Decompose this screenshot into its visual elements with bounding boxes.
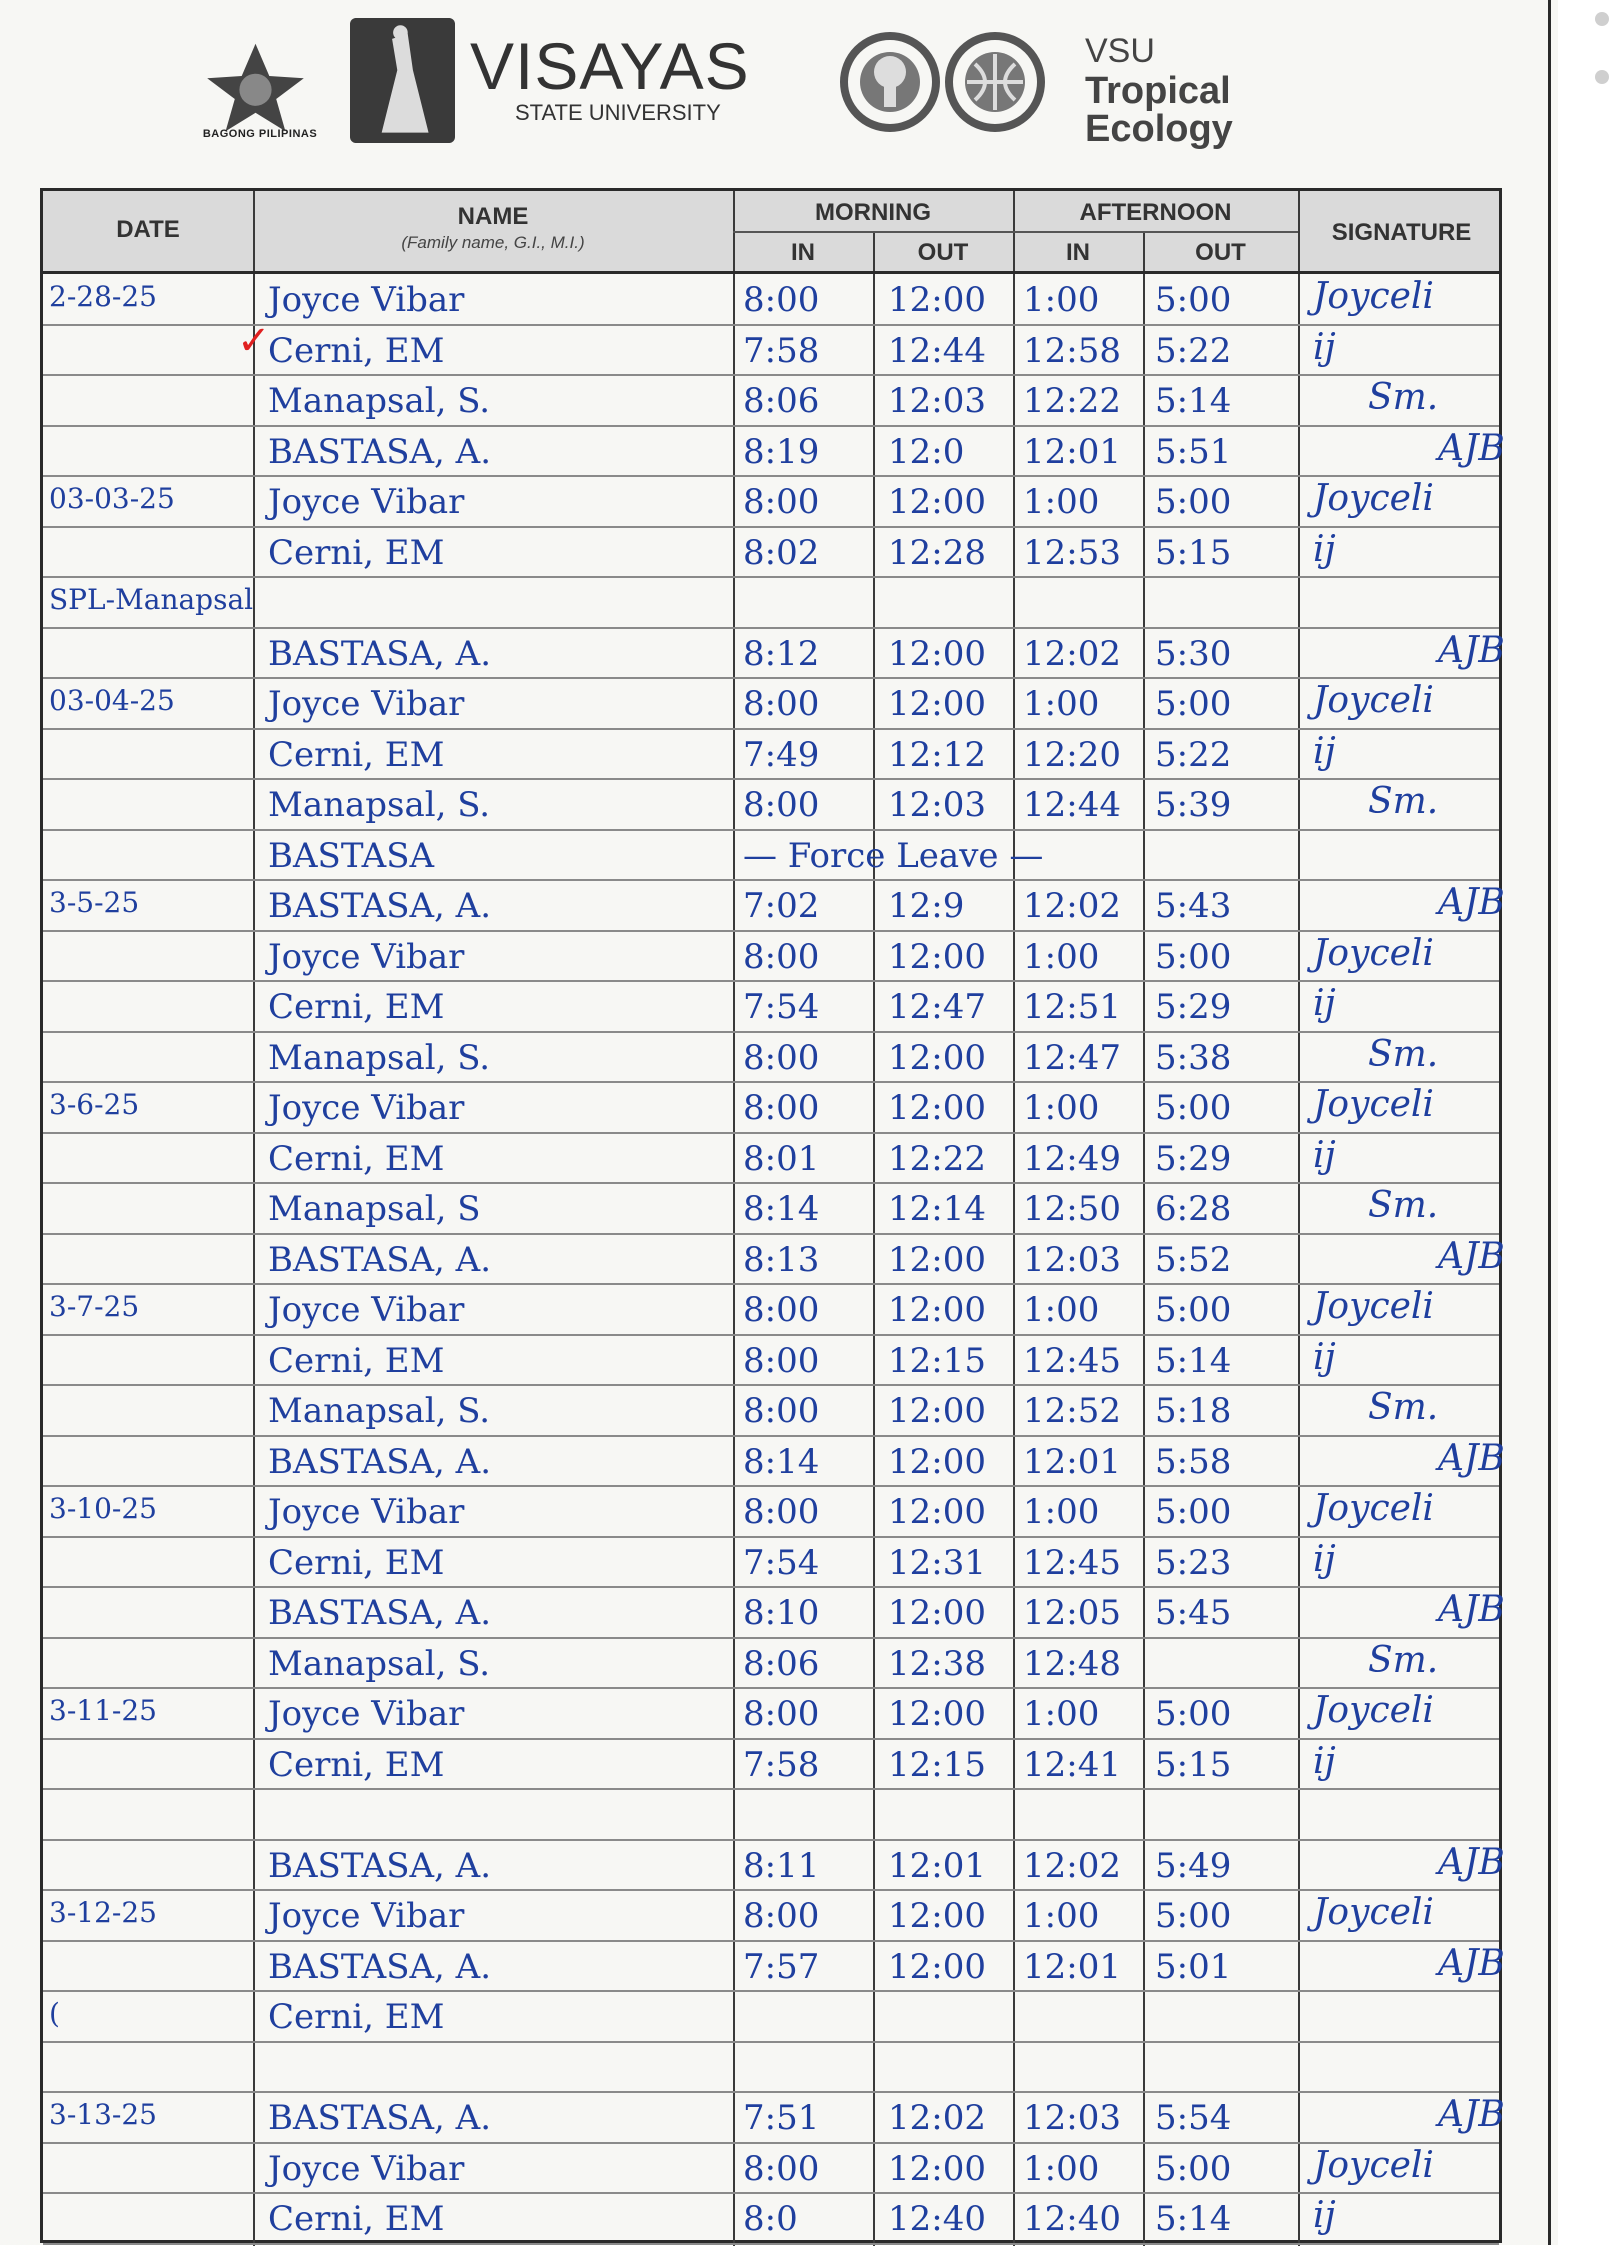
pm-out-cell: 5:01	[1155, 1946, 1232, 1987]
column-am-in: IN	[791, 239, 815, 266]
pm-out-cell: 5:00	[1155, 1492, 1232, 1532]
row-rule	[43, 1031, 1499, 1033]
pm-out-cell: 5:14	[1155, 1340, 1232, 1381]
row-rule	[43, 576, 1499, 578]
signature-mark: ij	[1313, 326, 1336, 368]
row-rule	[43, 1233, 1499, 1235]
row-rule	[43, 1637, 1499, 1639]
column-divider	[873, 231, 875, 2246]
name-cell: Manapsal, S.	[268, 1037, 491, 1078]
name-cell: Joyce Vibar	[268, 1694, 465, 1734]
pm-in-cell: 1:00	[1023, 2148, 1100, 2189]
row-rule	[43, 980, 1499, 982]
row-rule	[43, 879, 1499, 881]
pm-in-cell: 12:02	[1023, 1845, 1121, 1886]
date-cell: 2-28-25	[49, 280, 157, 313]
pm-in-cell: 12:48	[1023, 1643, 1121, 1684]
pm-in-cell: 12:05	[1023, 1593, 1121, 1633]
column-name: NAME	[457, 203, 529, 230]
am-out-cell: 12:00	[888, 1088, 986, 1128]
pm-out-cell: 5:00	[1155, 1896, 1232, 1936]
am-in-cell: 8:00	[743, 1896, 820, 1936]
row-rule	[43, 374, 1499, 376]
row-rule	[43, 1738, 1499, 1740]
column-morning: MORNING	[815, 199, 931, 226]
pm-in-cell: 12:22	[1023, 381, 1121, 421]
signature-mark: ij	[1313, 1336, 1336, 1378]
am-in-cell: 8:01	[743, 1138, 820, 1179]
column-pm-out: OUT	[1195, 239, 1246, 266]
row-rule	[43, 1132, 1499, 1134]
name-cell: Joyce Vibar	[268, 1896, 465, 1936]
signature-mark: Joyceli	[1313, 1488, 1434, 1529]
pm-in-cell: 1:00	[1023, 1088, 1100, 1128]
pm-out-cell: 5:51	[1155, 431, 1232, 472]
pm-in-cell: 1:00	[1023, 1694, 1100, 1734]
column-divider	[733, 191, 735, 2246]
page-margin	[1558, 0, 1615, 2245]
am-out-cell: 12:00	[888, 1694, 986, 1734]
am-in-cell: 8:00	[743, 1290, 820, 1330]
name-cell: Joyce Vibar	[268, 1290, 465, 1330]
row-rule	[43, 829, 1499, 831]
am-out-cell: 12:22	[888, 1138, 986, 1179]
name-cell: Manapsal, S.	[268, 381, 491, 421]
signature-mark: ij	[1313, 1740, 1336, 1782]
pm-out-cell: 5:29	[1155, 987, 1232, 1027]
name-cell: Cerni, EM	[268, 1997, 445, 2037]
am-out-cell: 12:40	[888, 2199, 986, 2239]
date-cell: 03-03-25	[49, 482, 175, 515]
pm-in-cell: 12:20	[1023, 734, 1121, 775]
am-in-cell: 8:00	[743, 1391, 820, 1431]
dept-name-line2: Tropical	[1085, 70, 1231, 112]
pm-out-cell: 5:00	[1155, 482, 1232, 522]
am-in-cell: 8:00	[743, 684, 820, 724]
am-in-cell: 8:00	[743, 482, 820, 522]
pm-out-cell: 5:00	[1155, 1694, 1232, 1734]
am-in-cell: 8:06	[743, 1643, 820, 1684]
pm-in-cell: 1:00	[1023, 1492, 1100, 1532]
date-cell: 3-5-25	[49, 886, 140, 919]
am-in-cell: 8:11	[743, 1845, 820, 1886]
signature-mark: ij	[1313, 528, 1336, 570]
am-in-cell: 8:12	[743, 633, 820, 674]
date-cell: 3-10-25	[49, 1492, 157, 1525]
pm-out-cell: 5:00	[1155, 1290, 1232, 1330]
pm-out-cell: 5:38	[1155, 1037, 1232, 1078]
signature-mark: AJB	[1438, 1589, 1505, 1630]
am-out-cell: 12:00	[888, 1037, 986, 1078]
am-in-cell: 8:00	[743, 1340, 820, 1381]
letterhead	[190, 10, 1290, 160]
signature-mark: ij	[1313, 983, 1336, 1024]
pm-out-cell: 5:15	[1155, 532, 1232, 573]
name-cell: Manapsal, S	[268, 1189, 481, 1229]
am-in-cell: 8:14	[743, 1189, 820, 1229]
date-cell: 3-11-25	[49, 1694, 157, 1727]
pm-out-cell: 5:00	[1155, 1088, 1232, 1128]
column-divider	[1143, 231, 1145, 2246]
pm-out-cell: 5:43	[1155, 886, 1232, 926]
am-out-cell: 12:00	[888, 280, 986, 320]
pm-in-cell: 1:00	[1023, 1896, 1100, 1936]
am-out-cell: 12:12	[888, 734, 986, 775]
am-in-cell: 8:13	[743, 1239, 820, 1280]
am-out-cell: 12:00	[888, 1492, 986, 1532]
row-rule	[43, 475, 1499, 477]
row-rule	[43, 2091, 1499, 2093]
signature-mark: Sm.	[1368, 1185, 1439, 1226]
pm-in-cell: 12:02	[1023, 633, 1121, 674]
column-pm-in: IN	[1066, 239, 1090, 266]
attendance-table	[40, 188, 1505, 2243]
header-divider	[43, 271, 1499, 274]
university-subtitle: STATE UNIVERSITY	[515, 100, 721, 125]
seal-caption: BAGONG PILIPINAS	[202, 128, 318, 140]
row-rule	[43, 1485, 1499, 1487]
date-cell: 3-7-25	[49, 1290, 140, 1323]
pm-out-cell: 5:45	[1155, 1593, 1232, 1633]
am-in-cell: 8:00	[743, 1694, 820, 1734]
pm-in-cell: 12:47	[1023, 1037, 1121, 1078]
name-cell: BASTASA, A.	[268, 1441, 492, 1482]
name-cell: Cerni, EM	[268, 1542, 445, 1583]
am-out-cell: 12:28	[888, 532, 986, 573]
pm-in-cell: 12:41	[1023, 1744, 1121, 1785]
am-out-cell: 12:31	[888, 1542, 986, 1583]
row-rule	[43, 677, 1499, 679]
signature-mark: AJB	[1438, 1942, 1505, 1984]
pm-in-cell: 1:00	[1023, 482, 1100, 522]
row-rule	[43, 1384, 1499, 1386]
column-signature: SIGNATURE	[1331, 219, 1472, 246]
row-rule	[43, 778, 1499, 780]
pm-out-cell: 5:00	[1155, 2148, 1232, 2189]
pm-in-cell: 12:52	[1023, 1391, 1121, 1431]
column-divider	[1013, 191, 1015, 2246]
column-date: DATE	[116, 216, 180, 243]
date-cell: 3-6-25	[49, 1088, 140, 1121]
am-out-cell: 12:38	[888, 1643, 986, 1684]
row-rule	[43, 930, 1499, 932]
name-cell: Cerni, EM	[268, 1744, 445, 1785]
row-rule	[43, 526, 1499, 528]
am-in-cell: — Force Leave —	[743, 835, 1044, 876]
am-in-cell: 8:00	[743, 1088, 820, 1128]
pm-out-cell: 5:15	[1155, 1744, 1232, 1785]
name-cell: BASTASA	[268, 835, 435, 876]
am-in-cell: 8:10	[743, 1593, 820, 1633]
row-rule	[43, 1283, 1499, 1285]
am-in-cell: 7:02	[743, 886, 820, 926]
signature-mark: Joyceli	[1313, 1286, 1434, 1327]
name-cell: BASTASA, A.	[268, 633, 492, 674]
pm-out-cell: 5:22	[1155, 734, 1232, 775]
am-in-cell: 8:14	[743, 1441, 820, 1482]
row-rule	[43, 627, 1499, 629]
name-cell: Joyce Vibar	[268, 482, 465, 522]
name-cell: Cerni, EM	[268, 987, 445, 1027]
signature-mark: Joyceli	[1313, 680, 1434, 721]
date-cell: 3-13-25	[49, 2098, 157, 2131]
name-cell: Cerni, EM	[268, 532, 445, 573]
name-cell: BASTASA, A.	[268, 1239, 492, 1280]
dept-name-line3: Ecology	[1085, 108, 1233, 150]
column-am-out: OUT	[917, 239, 969, 266]
row-rule	[43, 1839, 1499, 1841]
am-out-cell: 12:03	[888, 381, 986, 421]
signature-mark: Joyceli	[1313, 2144, 1434, 2186]
pm-in-cell: 12:58	[1023, 330, 1121, 371]
name-cell: BASTASA, A.	[268, 886, 492, 926]
punch-hole	[1595, 12, 1609, 26]
am-out-cell: 12:00	[888, 1441, 986, 1482]
signature-mark: AJB	[1438, 882, 1505, 923]
am-out-cell: 12:00	[888, 633, 986, 674]
pm-out-cell: 5:49	[1155, 1845, 1232, 1886]
name-cell: BASTASA, A.	[268, 2098, 492, 2138]
pm-out-cell: 5:30	[1155, 633, 1232, 674]
pm-in-cell: 12:45	[1023, 1340, 1121, 1381]
tropical-ecology-emblem-icon	[840, 32, 940, 132]
am-in-cell: 7:54	[743, 1542, 820, 1583]
name-cell: Cerni, EM	[268, 330, 445, 371]
dept-name-line1: VSU	[1085, 32, 1155, 70]
am-in-cell: 7:54	[743, 987, 820, 1027]
am-out-cell: 12:15	[888, 1340, 986, 1381]
date-cell: SPL-Manapsal	[49, 583, 254, 616]
am-out-cell: 12:00	[888, 1593, 986, 1633]
column-divider	[253, 191, 255, 2246]
am-in-cell: 8:06	[743, 381, 820, 421]
pm-in-cell: 12:40	[1023, 2199, 1121, 2239]
name-cell: Cerni, EM	[268, 1340, 445, 1381]
pm-in-cell: 12:01	[1023, 431, 1121, 472]
pm-in-cell: 12:45	[1023, 1542, 1121, 1583]
signature-mark: Sm.	[1368, 1387, 1439, 1428]
pm-out-cell: 5:52	[1155, 1239, 1232, 1280]
tropical-ecology-globe-icon	[945, 32, 1045, 132]
am-out-cell: 12:44	[888, 330, 986, 371]
am-out-cell: 12:02	[888, 2098, 986, 2138]
am-out-cell: 12:47	[888, 987, 986, 1027]
am-in-cell: 7:58	[743, 330, 820, 371]
row-rule	[43, 1182, 1499, 1184]
signature-mark: Sm.	[1368, 1033, 1439, 1075]
date-cell: 03-04-25	[49, 684, 175, 717]
am-out-cell: 12:00	[888, 936, 986, 977]
pm-out-cell: 5:58	[1155, 1441, 1232, 1482]
signature-mark: ij	[1313, 2195, 1336, 2236]
pm-in-cell: 12:01	[1023, 1441, 1121, 1482]
row-rule	[43, 425, 1499, 427]
am-out-cell: 12:00	[888, 482, 986, 522]
name-cell: Joyce Vibar	[268, 684, 465, 724]
name-cell: Manapsal, S.	[268, 785, 491, 825]
pm-out-cell: 5:14	[1155, 2199, 1232, 2239]
row-rule	[43, 1687, 1499, 1689]
signature-mark: Joyceli	[1313, 1690, 1434, 1731]
pm-in-cell: 12:49	[1023, 1138, 1121, 1179]
signature-mark: Joyceli	[1313, 1084, 1434, 1125]
name-cell: Joyce Vibar	[268, 1088, 465, 1128]
am-in-cell: 8:19	[743, 431, 820, 472]
pm-in-cell: 12:50	[1023, 1189, 1121, 1229]
row-rule	[43, 1536, 1499, 1538]
pm-out-cell: 5:18	[1155, 1391, 1232, 1431]
row-rule	[43, 2142, 1499, 2144]
pm-in-cell: 12:03	[1023, 2098, 1121, 2138]
name-cell: BASTASA, A.	[268, 431, 492, 472]
pm-out-cell: 5:54	[1155, 2098, 1232, 2138]
row-rule	[43, 728, 1499, 730]
column-divider	[1298, 191, 1300, 2246]
column-afternoon: AFTERNOON	[1079, 199, 1232, 226]
name-cell: BASTASA, A.	[268, 1845, 492, 1886]
signature-mark: AJB	[1438, 1437, 1505, 1479]
am-in-cell: 8:00	[743, 1492, 820, 1532]
pm-out-cell: 5:00	[1155, 936, 1232, 977]
am-in-cell: 7:49	[743, 734, 820, 775]
row-rule	[43, 2192, 1499, 2194]
am-in-cell: 7:51	[743, 2098, 820, 2138]
pm-in-cell: 12:01	[1023, 1946, 1121, 1987]
name-cell: BASTASA, A.	[268, 1593, 492, 1633]
name-cell: Manapsal, S.	[268, 1643, 491, 1684]
pm-in-cell: 1:00	[1023, 280, 1100, 320]
signature-mark: Sm.	[1368, 781, 1439, 822]
university-title: VISAYAS	[470, 29, 750, 103]
am-in-cell: 7:57	[743, 1946, 820, 1987]
am-out-cell: 12:15	[888, 1744, 986, 1785]
signature-mark: Joyceli	[1313, 932, 1434, 974]
am-out-cell: 12:0	[888, 431, 965, 472]
pm-in-cell: 1:00	[1023, 684, 1100, 724]
name-cell: Joyce Vibar	[268, 280, 465, 320]
pm-in-cell: 12:03	[1023, 1239, 1121, 1280]
signature-mark: AJB	[1438, 629, 1505, 671]
pm-out-cell: 5:14	[1155, 381, 1232, 421]
pm-out-cell: 6:28	[1155, 1189, 1232, 1229]
date-cell: 3-12-25	[49, 1896, 157, 1929]
am-out-cell: 12:00	[888, 1391, 986, 1431]
date-cell: (	[49, 1997, 60, 2030]
signature-mark: ij	[1313, 1134, 1336, 1176]
am-in-cell: 8:00	[743, 785, 820, 825]
signature-mark: AJB	[1438, 1841, 1505, 1883]
name-cell: Manapsal, S.	[268, 1391, 491, 1431]
name-cell: BASTASA, A.	[268, 1946, 492, 1987]
am-in-cell: 8:00	[743, 1037, 820, 1078]
column-name-subtitle: (Family name, G.I., M.I.)	[401, 233, 585, 252]
signature-mark: AJB	[1438, 1235, 1505, 1277]
row-rule	[43, 2041, 1499, 2043]
signature-mark: Sm.	[1368, 377, 1439, 418]
header-divider	[733, 231, 1298, 233]
signature-mark: AJB	[1438, 2094, 1505, 2135]
am-out-cell: 12:00	[888, 1239, 986, 1280]
row-rule	[43, 1081, 1499, 1083]
row-rule	[43, 1586, 1499, 1588]
am-in-cell: 8:00	[743, 2148, 820, 2189]
page-edge	[1548, 0, 1551, 2245]
signature-mark: Joyceli	[1313, 276, 1434, 317]
vsu-logo-icon	[350, 18, 455, 143]
am-out-cell: 12:14	[888, 1189, 986, 1229]
am-out-cell: 12:00	[888, 1946, 986, 1987]
am-in-cell: 8:00	[743, 936, 820, 977]
am-in-cell: 8:0	[743, 2199, 798, 2239]
am-out-cell: 12:00	[888, 1290, 986, 1330]
pm-out-cell: 5:00	[1155, 280, 1232, 320]
signature-mark: Joyceli	[1313, 1892, 1434, 1933]
pm-in-cell: 12:51	[1023, 987, 1121, 1027]
checkmark-icon: ✓	[237, 319, 271, 363]
pm-in-cell: 12:53	[1023, 532, 1121, 573]
am-out-cell: 12:9	[888, 886, 965, 926]
row-rule	[43, 1940, 1499, 1942]
name-cell: Cerni, EM	[268, 734, 445, 775]
punch-hole	[1595, 70, 1609, 84]
row-rule	[43, 2243, 1499, 2245]
row-rule	[43, 1990, 1499, 1992]
am-out-cell: 12:01	[888, 1845, 986, 1886]
pm-in-cell: 12:44	[1023, 785, 1121, 825]
name-cell: Joyce Vibar	[268, 1492, 465, 1532]
row-rule	[43, 1334, 1499, 1336]
am-out-cell: 12:03	[888, 785, 986, 825]
am-out-cell: 12:00	[888, 1896, 986, 1936]
signature-mark: ij	[1313, 730, 1336, 772]
pm-in-cell: 1:00	[1023, 936, 1100, 977]
am-out-cell: 12:00	[888, 684, 986, 724]
am-in-cell: 8:02	[743, 532, 820, 573]
pm-out-cell: 5:23	[1155, 1542, 1232, 1583]
signature-mark: Joyceli	[1313, 478, 1434, 519]
name-cell: Joyce Vibar	[268, 2148, 465, 2189]
row-rule	[43, 1889, 1499, 1891]
row-rule	[43, 1788, 1499, 1790]
pm-out-cell: 5:29	[1155, 1138, 1232, 1179]
am-in-cell: 7:58	[743, 1744, 820, 1785]
am-in-cell: 8:00	[743, 280, 820, 320]
row-rule	[43, 1435, 1499, 1437]
pm-out-cell: 5:39	[1155, 785, 1232, 825]
pm-in-cell: 12:02	[1023, 886, 1121, 926]
pm-out-cell: 5:00	[1155, 684, 1232, 724]
name-cell: Cerni, EM	[268, 2199, 445, 2239]
name-cell: Cerni, EM	[268, 1138, 445, 1179]
pm-out-cell: 5:22	[1155, 330, 1232, 371]
signature-mark: AJB	[1438, 427, 1505, 469]
am-out-cell: 12:00	[888, 2148, 986, 2189]
pm-in-cell: 1:00	[1023, 1290, 1100, 1330]
signature-mark: ij	[1313, 1538, 1336, 1580]
name-cell: Joyce Vibar	[268, 936, 465, 977]
signature-mark: Sm.	[1368, 1639, 1439, 1681]
